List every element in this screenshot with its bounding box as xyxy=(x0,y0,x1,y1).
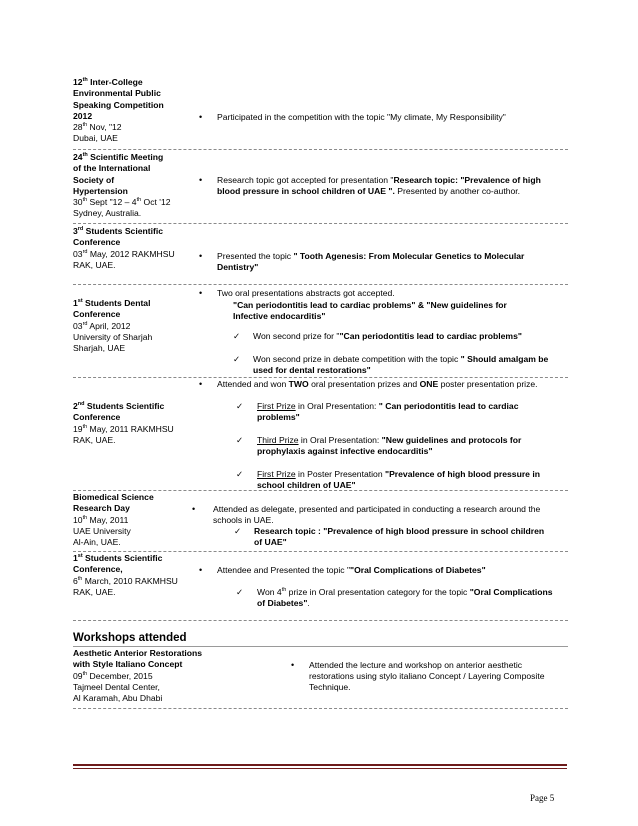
workshop-date: 09th December, 2015 xyxy=(73,670,153,681)
workshop-title: Aesthetic Anterior Restorations xyxy=(73,648,203,658)
check-icon: ✓ xyxy=(236,587,244,597)
entry-date: 19th May, 2011 RAKMHSU xyxy=(73,423,174,434)
entry-title: Conference xyxy=(73,412,121,423)
award-line: of UAE" xyxy=(254,537,287,547)
award-line: First Prize in Poster Presentation "Prevalence of high blood pressure in xyxy=(257,469,540,479)
entry-title: Conference, xyxy=(73,564,123,575)
entry-location: RAK, UAE. xyxy=(73,434,116,445)
entry-location: University of Sharjah xyxy=(73,331,153,342)
bullet-icon: • xyxy=(291,660,295,670)
entry-biomedical-research-day xyxy=(73,492,568,550)
entry-description: Dentistry" xyxy=(217,262,259,272)
entry-description: Attended as delegate, presented and participated in conducting a research around the xyxy=(213,504,541,514)
presentation-titles: "Can periodontitis lead to cardiac problems" & "New guidelines for xyxy=(233,300,507,310)
entry-title: 12th Inter-College xyxy=(73,77,143,87)
entry-location: Sharjah, UAE xyxy=(73,343,126,354)
check-icon: ✓ xyxy=(236,401,244,411)
row-divider xyxy=(73,149,568,150)
entry-description: Two oral presentations abstracts got accepted. xyxy=(217,288,395,298)
award-line: First Prize in Oral Presentation: " Can periodontitis lead to cardiac xyxy=(257,401,519,411)
check-icon: ✓ xyxy=(236,469,244,479)
entry-title: 1st Students Dental xyxy=(73,298,151,308)
section-heading-workshops: Workshops attended xyxy=(73,632,187,644)
award-line: school children of UAE" xyxy=(257,480,356,490)
presentation-titles: Infective endocarditis" xyxy=(233,311,326,321)
award-line: used for dental restorations" xyxy=(253,365,371,375)
bullet-icon: • xyxy=(199,251,203,261)
entry-second-students-conference xyxy=(73,378,568,493)
workshop-description: Technique. xyxy=(309,682,351,692)
footer-rule xyxy=(73,768,567,769)
workshop-entry xyxy=(73,648,568,708)
award-line: Won second prize for ""Can periodontitis lead to cardiac problems" xyxy=(253,331,522,341)
award-line: of Diabetes". xyxy=(257,598,310,608)
workshop-title: with Style Italiano Concept xyxy=(73,659,183,670)
entry-description: schools in UAE. xyxy=(213,515,274,525)
row-divider xyxy=(73,620,568,621)
entry-title: 2nd Students Scientific xyxy=(73,401,165,411)
entry-title-block xyxy=(73,553,203,598)
entry-description: Participated in the competition with the topic "My climate, My Responsibility" xyxy=(217,112,506,122)
entry-inter-college xyxy=(73,77,568,149)
bullet-icon: • xyxy=(199,288,203,298)
row-divider xyxy=(73,223,568,224)
entry-title: 2012 xyxy=(73,110,93,121)
row-divider xyxy=(73,551,568,552)
entry-title-block xyxy=(73,401,203,446)
entry-date: 03rd April, 2012 xyxy=(73,320,131,331)
award-line: Won second prize in debate competition with the topic " Should amalgam be xyxy=(253,354,549,364)
check-icon: ✓ xyxy=(236,435,244,445)
entry-first-students-conference-2010 xyxy=(73,553,568,618)
entry-date: 03rd May, 2012 RAKMHSU xyxy=(73,248,175,259)
entry-third-students-conference xyxy=(73,226,568,271)
workshop-description: Attended the lecture and workshop on anterior aesthetic xyxy=(309,660,523,670)
workshop-title-block xyxy=(73,648,243,704)
entry-description: Attended and won TWO oral presentation prizes and ONE poster presentation prize. xyxy=(217,379,538,389)
entry-location: Dubai, UAE xyxy=(73,133,118,144)
entry-title: Research Day xyxy=(73,503,130,514)
page-number: Page 5 xyxy=(530,793,555,803)
entry-description: Research topic got accepted for presentation "Research topic: "Prevalence of high xyxy=(217,175,541,185)
entry-date: 10th May, 2011 xyxy=(73,514,129,525)
footer-rule xyxy=(73,764,567,766)
entry-title: 3rd Students Scientific xyxy=(73,226,164,236)
award-line: Third Prize in Oral Presentation: "New guidelines and protocols for xyxy=(257,435,522,445)
entry-hypertension-meeting xyxy=(73,152,568,222)
award-line: prophylaxis against infective endocarditis" xyxy=(257,446,433,456)
entry-location: UAE University xyxy=(73,525,131,536)
bullet-icon: • xyxy=(199,565,203,575)
entry-title: Environmental Public xyxy=(73,88,161,99)
award-line: problems" xyxy=(257,412,300,422)
section-divider xyxy=(73,646,568,647)
bullet-icon: • xyxy=(199,175,203,185)
award-line: Research topic : "Prevalence of high blood pressure in school children xyxy=(254,526,545,536)
row-divider xyxy=(73,490,568,491)
entry-title: of the International xyxy=(73,163,151,174)
check-icon: ✓ xyxy=(233,354,241,364)
entry-title-block xyxy=(73,492,203,548)
entry-date: 6th March, 2010 RAKMHSU xyxy=(73,575,178,586)
entry-title: 1st Students Scientific xyxy=(73,553,163,563)
bullet-icon: • xyxy=(199,112,203,122)
entry-location: RAK, UAE. xyxy=(73,586,116,597)
entry-title: Biomedical Science xyxy=(73,492,154,502)
check-icon: ✓ xyxy=(234,526,242,536)
entry-location: Sydney, Australia. xyxy=(73,208,142,219)
entry-date: 30th Sept "12 – 4th Oct '12 xyxy=(73,197,171,208)
entry-title: Hypertension xyxy=(73,185,128,196)
entry-description: Attendee and Presented the topic ""Oral Complications of Diabetes" xyxy=(217,565,486,575)
entry-first-dental-conference xyxy=(73,285,568,375)
entry-title-block xyxy=(73,226,203,271)
entry-date: 28th Nov, "12 xyxy=(73,122,122,133)
workshop-location: Tajmeel Dental Center, xyxy=(73,681,160,692)
entry-description: Presented the topic " Tooth Agenesis: From Molecular Genetics to Molecular xyxy=(217,251,525,261)
workshop-description: restorations using stylo italiano Concept / Layering Composite xyxy=(309,671,545,681)
entry-title: Conference xyxy=(73,237,121,248)
entry-title: Speaking Competition xyxy=(73,99,164,110)
workshop-location: Al Karamah, Abu Dhabi xyxy=(73,693,163,704)
entry-location: RAK, UAE. xyxy=(73,259,116,270)
entry-title-block xyxy=(73,152,203,220)
entry-location: Al-Ain, UAE. xyxy=(73,537,121,548)
entry-title: Society of xyxy=(73,174,115,185)
bullet-icon: • xyxy=(192,504,196,514)
bullet-icon: • xyxy=(199,379,203,389)
entry-title: Conference xyxy=(73,309,121,320)
entry-description: blood pressure in school children of UAE ". Presented by another co-author. xyxy=(217,186,521,196)
entry-title-block xyxy=(73,77,203,145)
entry-title-block xyxy=(73,298,203,354)
award-line: Won 4th prize in Oral presentation category for the topic "Oral Complications xyxy=(257,587,553,597)
entry-title: 24th Scientific Meeting xyxy=(73,152,164,162)
row-divider xyxy=(73,708,568,709)
check-icon: ✓ xyxy=(233,331,241,341)
